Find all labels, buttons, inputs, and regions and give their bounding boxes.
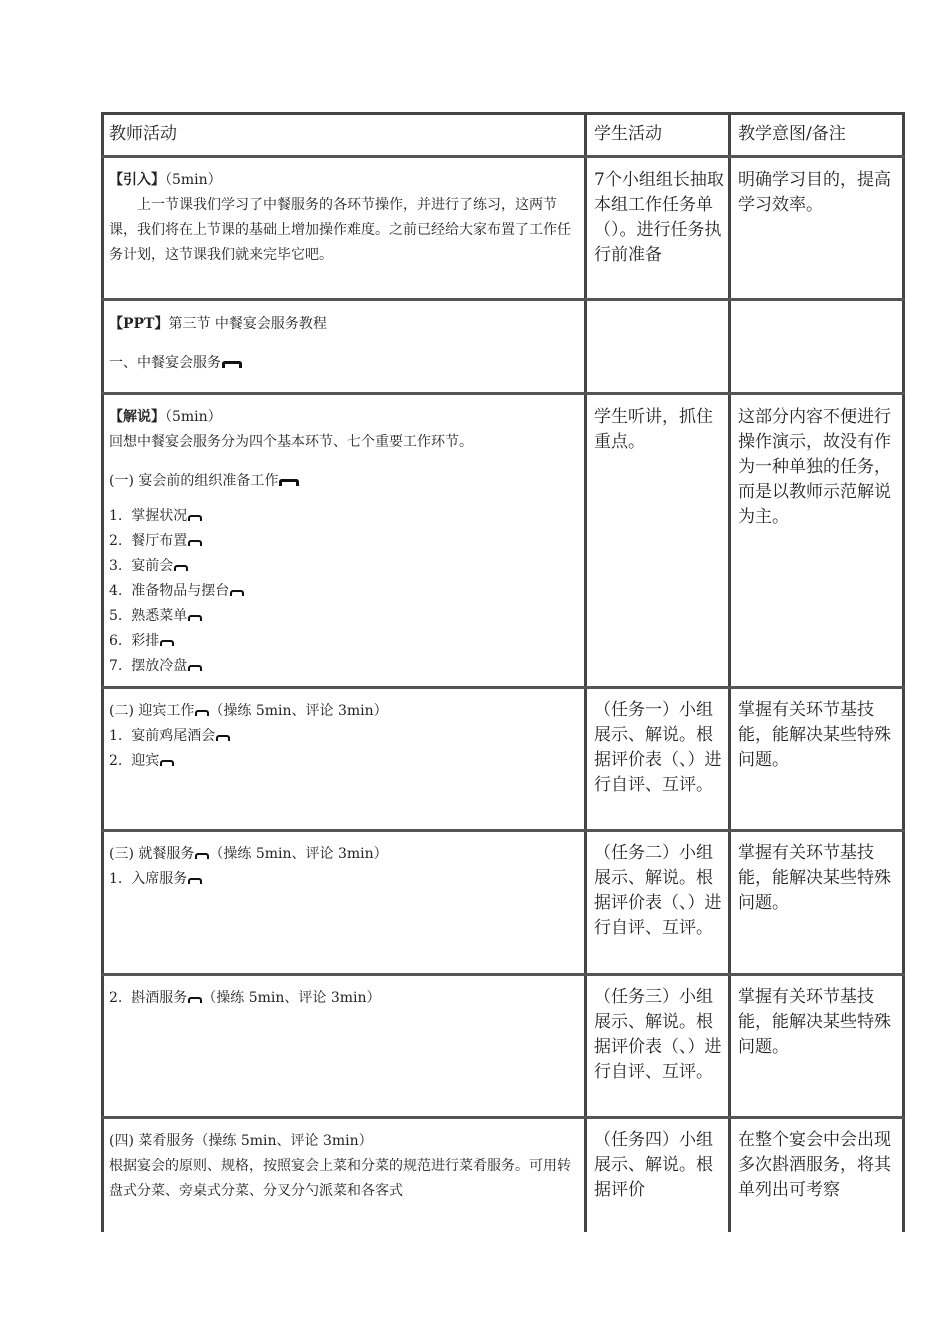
practice-note: （操练 5min、评论 3min） — [209, 846, 388, 862]
explain-tag: 【解说】 — [109, 409, 165, 425]
bracket-icon — [195, 853, 209, 859]
welcome-teacher-cell — [109, 699, 581, 774]
intro-text: 上一节课我们学习了中餐服务的各环节操作，并进行了练习，这两节课，我们将在上节课的基础上增加操作难度。之前已经给大家布置了工作任务计划，这节课我们就来完毕它吧。 — [109, 197, 571, 263]
list-item: 3. 宴前会 — [109, 558, 174, 574]
row-divider — [101, 686, 905, 689]
wine-intent-cell: 掌握有关环节基技能，能解决某些特殊问题。 — [738, 987, 891, 1057]
header-intent: 教学意图/备注 — [738, 124, 846, 144]
dining-intent-cell: 掌握有关环节基技能，能解决某些特殊问题。 — [738, 843, 891, 913]
section-title: (三) 就餐服务 — [109, 846, 195, 862]
dish-text: 根据宴会的原则、规格，按照宴会上菜和分菜的规范进行菜肴服务。可用转盘式分菜、旁桌式分菜、分叉分勺派菜和各客式 — [109, 1158, 571, 1199]
bracket-icon — [188, 665, 202, 671]
bracket-icon — [174, 565, 188, 571]
dining-teacher-cell — [109, 842, 581, 892]
list-item: 2. 餐厅布置 — [109, 533, 188, 549]
section-title: (一) 宴会前的组织准备工作 — [109, 473, 279, 489]
ppt-subtitle: 一、中餐宴会服务 — [109, 355, 221, 371]
bracket-icon — [188, 997, 202, 1003]
explain-intent-cell: 这部分内容不便进行操作演示，故没有作为一种单独的任务，而是以教师示范解说为主。 — [738, 407, 891, 527]
welcome-intent-cell: 掌握有关环节基技能，能解决某些特殊问题。 — [738, 700, 891, 770]
list-item: 7. 摆放冷盘 — [109, 658, 188, 674]
column-divider — [584, 112, 587, 1232]
ppt-title: 第三节 中餐宴会服务教程 — [168, 316, 327, 332]
explain-teacher-cell — [109, 405, 581, 679]
header-student-activity: 学生活动 — [594, 124, 662, 144]
intro-time: （5min） — [165, 172, 222, 188]
row-divider — [101, 155, 905, 158]
list-item: 1. 宴前鸡尾酒会 — [109, 728, 216, 744]
header-teacher-activity: 教师活动 — [109, 124, 177, 144]
wine-teacher-cell — [109, 986, 581, 1011]
dining-student-cell: （任务二）小组展示、解说。根据评价表（、）进行自评、互评。 — [594, 843, 722, 938]
list-item: 6. 彩排 — [109, 633, 160, 649]
section-title: 2. 斟酒服务 — [109, 990, 188, 1006]
bracket-icon — [160, 640, 174, 646]
explain-student-cell: 学生听讲，抓住重点。 — [594, 407, 713, 452]
section-title: (四) 菜肴服务（操练 5min、评论 3min） — [109, 1133, 373, 1149]
list-item: 5. 熟悉菜单 — [109, 608, 188, 624]
bracket-icon — [195, 710, 209, 716]
list-item: 1. 掌握状况 — [109, 508, 188, 524]
row-divider — [101, 298, 905, 301]
list-item: 1. 入席服务 — [109, 871, 188, 887]
bracket-icon — [230, 590, 244, 596]
explain-time: （5min） — [165, 409, 222, 425]
bracket-icon — [279, 479, 299, 486]
row-divider — [101, 392, 905, 395]
section-title: (二) 迎宾工作 — [109, 703, 195, 719]
row-divider — [101, 973, 905, 976]
row-divider — [101, 1116, 905, 1119]
explain-text: 回想中餐宴会服务分为四个基本环节、七个重要工作环节。 — [109, 434, 473, 450]
bracket-icon — [160, 760, 174, 766]
bracket-icon — [188, 515, 202, 521]
ppt-tag: 【PPT】 — [109, 316, 169, 332]
bracket-icon — [216, 735, 230, 741]
column-divider — [728, 112, 731, 1232]
bracket-icon — [222, 361, 242, 368]
welcome-student-cell: （任务一）小组展示、解说。根据评价表（、）进行自评、互评。 — [594, 700, 722, 795]
dish-student-cell: （任务四）小组展示、解说。根据评价 — [594, 1130, 713, 1200]
wine-student-cell: （任务三）小组展示、解说。根据评价表（、）进行自评、互评。 — [594, 987, 722, 1082]
intro-intent-cell: 明确学习目的，提高学习效率。 — [738, 170, 891, 215]
row-divider — [101, 829, 905, 832]
intro-student-cell: 7个小组组长抽取本组工作任务单（）。进行任务执行前准备 — [594, 170, 724, 265]
practice-note: （操练 5min、评论 3min） — [202, 990, 381, 1006]
list-item: 4. 准备物品与摆台 — [109, 583, 230, 599]
bracket-icon — [188, 615, 202, 621]
list-item: 2. 迎宾 — [109, 753, 160, 769]
bracket-icon — [188, 878, 202, 884]
intro-teacher-cell — [109, 168, 581, 268]
bracket-icon — [188, 540, 202, 546]
dish-intent-cell: 在整个宴会中会出现多次斟酒服务，将其单列出可考察 — [738, 1130, 891, 1200]
ppt-teacher-cell — [109, 312, 581, 376]
dish-teacher-cell — [109, 1129, 581, 1229]
practice-note: （操练 5min、评论 3min） — [209, 703, 388, 719]
intro-tag: 【引入】 — [109, 172, 165, 188]
